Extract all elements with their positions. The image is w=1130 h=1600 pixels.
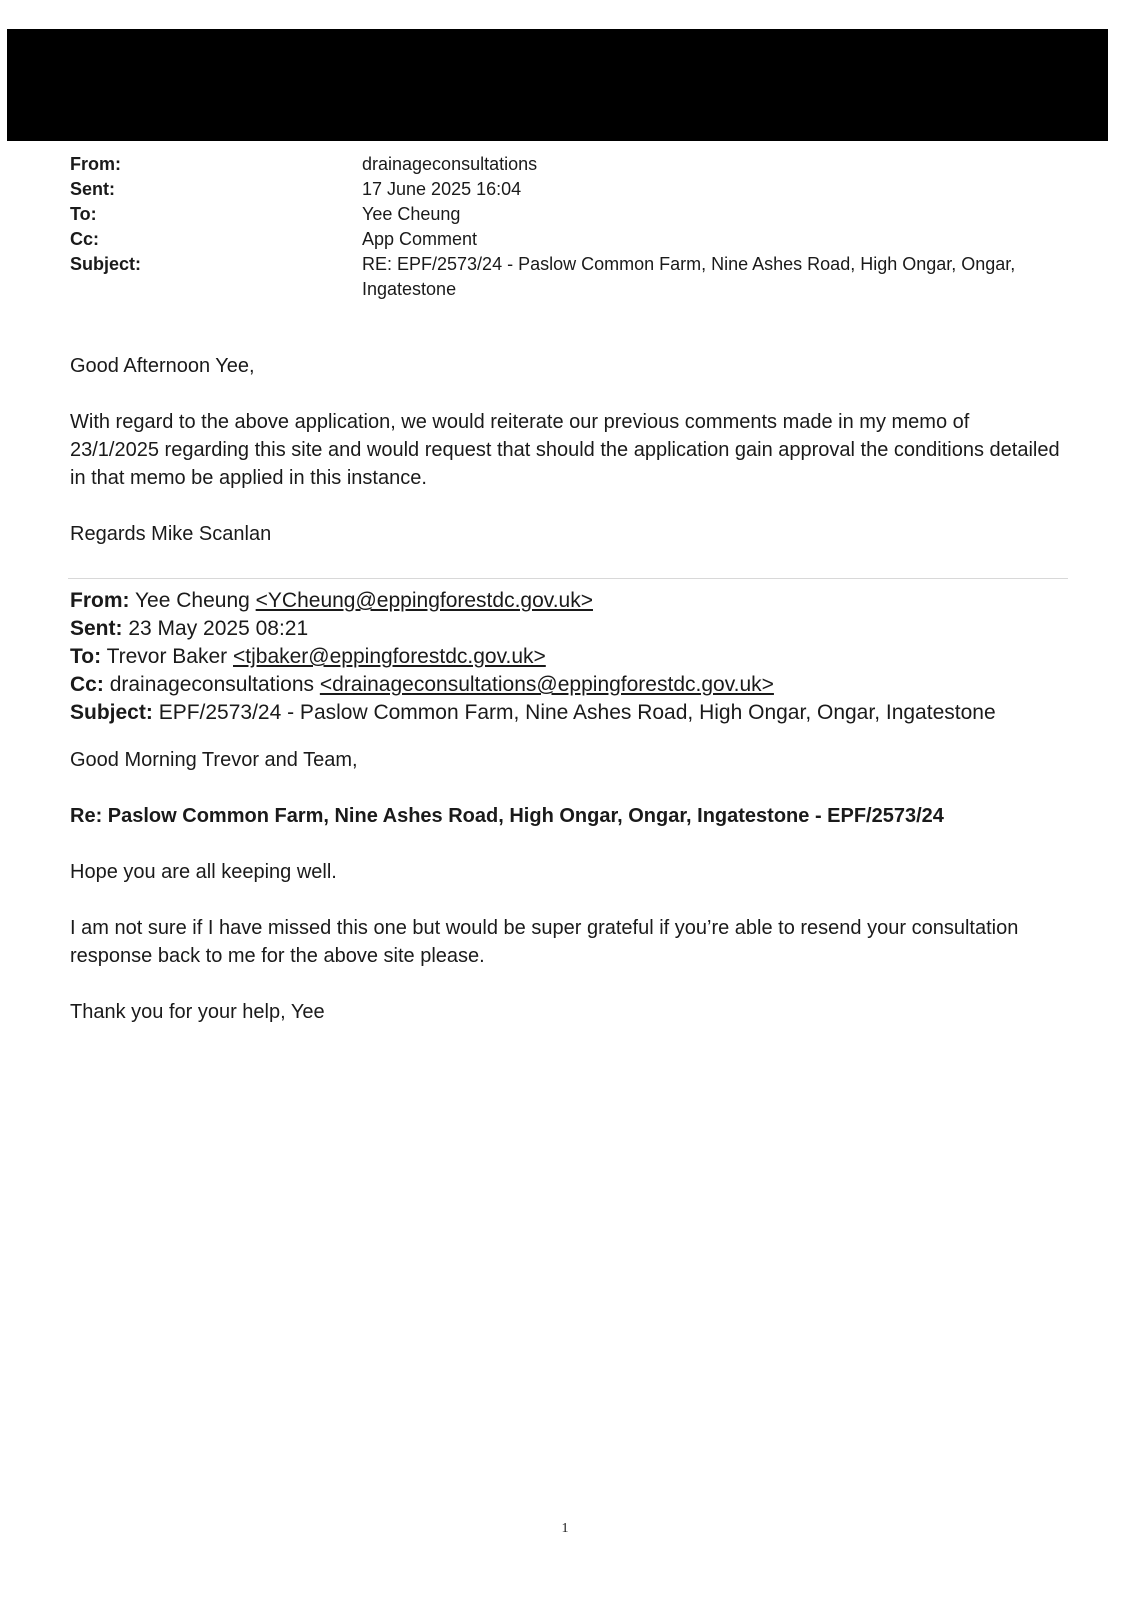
fwd-to-name: Trevor Baker: [106, 645, 228, 668]
fwd-greeting: Good Morning Trevor and Team,: [70, 749, 358, 771]
fwd-line-1: Hope you are all keeping well.: [70, 861, 337, 883]
header-cc-label: Cc:: [70, 229, 100, 249]
fwd-from-email-link[interactable]: <YCheung@eppingforestdc.gov.uk>: [255, 589, 593, 612]
fwd-to-row: [70, 643, 1070, 671]
header-from-row: [70, 152, 1050, 177]
fwd-line-3: Thank you for your help, Yee: [70, 1001, 325, 1023]
header-to-label: To:: [70, 204, 97, 224]
header-from-value: drainageconsultations: [362, 154, 538, 174]
header-subject-value: RE: EPF/2573/24 - Paslow Common Farm, Nine Ashes Road, High Ongar, Ongar, Ingatestone: [362, 254, 1016, 299]
reply-header: [70, 152, 1050, 302]
message-divider: [68, 578, 1068, 579]
fwd-subject-label: Subject:: [70, 701, 153, 724]
fwd-re-line: Re: Paslow Common Farm, Nine Ashes Road, High Ongar, Ongar, Ingatestone - EPF/2573/24: [70, 805, 944, 827]
fwd-from-row: [70, 587, 1070, 615]
header-sent-value: 17 June 2025 16:04: [362, 179, 522, 199]
fwd-line-2: I am not sure if I have missed this one but would be super grateful if you’re able to resend your consultation response back to me for the above site please.: [70, 917, 1019, 967]
header-from-label: From:: [70, 154, 121, 174]
fwd-subject-row: [70, 699, 1070, 727]
header-to-value: Yee Cheung: [362, 204, 461, 224]
fwd-to-label: To:: [70, 645, 102, 668]
reply-signoff: Regards Mike Scanlan: [70, 523, 272, 545]
fwd-sent-row: [70, 615, 1070, 643]
header-sent-label: Sent:: [70, 179, 115, 199]
header-cc-row: [70, 227, 1050, 252]
page-number: 1: [561, 1521, 569, 1536]
header-cc-value: App Comment: [362, 229, 478, 249]
fwd-sent-label: Sent:: [70, 617, 123, 640]
header-subject-row: [70, 252, 1050, 302]
fwd-from-label: From:: [70, 589, 130, 612]
fwd-cc-name: drainageconsultations: [109, 673, 314, 696]
header-sent-row: [70, 177, 1050, 202]
forwarded-header: [70, 587, 1070, 727]
fwd-cc-label: Cc:: [70, 673, 104, 696]
header-subject-label: Subject:: [70, 254, 142, 274]
reply-greeting: Good Afternoon Yee,: [70, 355, 255, 377]
fwd-from-name: Yee Cheung: [134, 589, 250, 612]
fwd-sent-value: 23 May 2025 08:21: [128, 617, 309, 640]
header-to-row: [70, 202, 1050, 227]
fwd-cc-row: [70, 671, 1070, 699]
fwd-cc-email-link[interactable]: <drainageconsultations@eppingforestdc.gov.uk>: [319, 673, 774, 696]
reply-paragraph: With regard to the above application, we would reiterate our previous comments made in my memo of 23/1/2025 regarding this site and would request that should the application gain approval the conditions detailed in that memo be applied in this instance.: [70, 411, 1060, 489]
fwd-subject-value: EPF/2573/24 - Paslow Common Farm, Nine Ashes Road, High Ongar, Ongar, Ingatestone: [158, 701, 996, 724]
redaction-bar: [7, 29, 1108, 141]
fwd-to-email-link[interactable]: <tjbaker@eppingforestdc.gov.uk>: [233, 645, 546, 668]
